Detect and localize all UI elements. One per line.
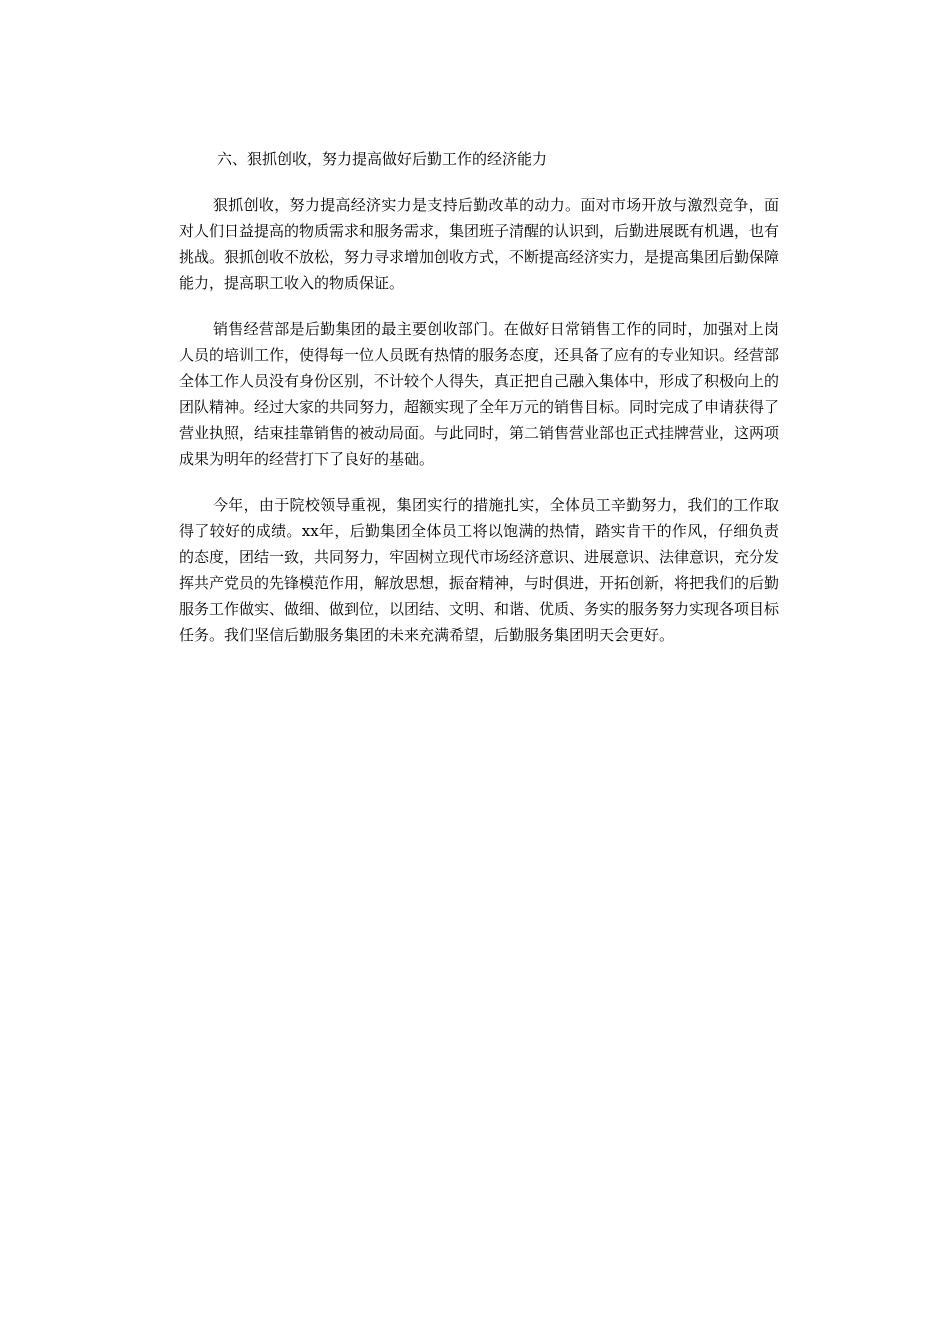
document-body (179, 146, 779, 648)
paragraph-year-summary: 今年，由于院校领导重视，集团实行的措施扎实，全体员工辛勤努力，我们的工作取得了较好的成绩。xx年，后勤集团全体员工将以饱满的热情，踏实肯干的作风，仔细负责的态度，团结一致，共同努力，牢固树立现代市场经济意识、进展意识、法律意识，充分发挥共产党员的先锋模范作用，解放思想，振奋精神，与时俱进，开拓创新，将把我们的后勤服务工作做实、做细、做到位，以团结、文明、和谐、优质、务实的服务努力实现各项目标任务。我们坚信后勤服务集团的未来充满希望，后勤服务集团明天会更好。 (179, 496, 780, 644)
section-heading: 六、狠抓创收，努力提高做好后勤工作的经济能力 (217, 150, 548, 168)
paragraph-sales-department: 销售经营部是后勤集团的最主要创收部门。在做好日常销售工作的同时，加强对上岗人员的培训工作，使得每一位人员既有热情的服务态度，还具备了应有的专业知识。经营部全体工作人员没有身份区别，不计较个人得失，真正把自己融入集体中，形成了积极向上的团队精神。经过大家的共同努力，超额实现了全年万元的销售目标。同时完成了申请获得了营业执照，结束挂靠销售的被动局面。与此同时，第二销售营业部也正式挂牌营业，这两项成果为明年的经营打下了良好的基础。 (179, 320, 780, 468)
paragraph-income-strategy: 狠抓创收，努力提高经济实力是支持后勤改革的动力。面对市场开放与激烈竞争，面对人们日益提高的物质需求和服务需求，集团班子清醒的认识到，后勤进展既有机遇，也有挑战。狠抓创收不放松，努力寻求增加创收方式，不断提高经济实力，是提高集团后勤保障能力，提高职工收入的物质保证。 (179, 196, 780, 292)
